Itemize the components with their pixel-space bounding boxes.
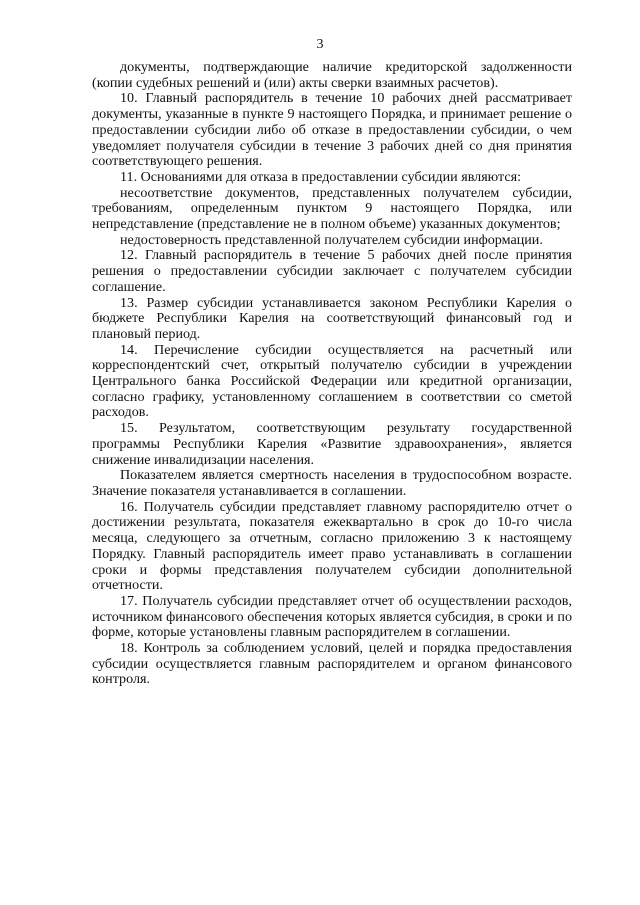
paragraph-16: 16. Получатель субсидии представляет главному распорядителю отчет о достижении результата, показателя ежеквартально в срок до 10-го числа месяца, следующего за отчетным, согласно приложению 3 к настоящему Порядку. Главный распорядитель имеет право устанавливать в соглашении сроки и формы представления получателем субсидии дополнительной отчетности. [92,498,572,594]
document-body [92,60,572,688]
paragraph-10: 10. Главный распорядитель в течение 10 рабочих дней рассматривает документы, указанные в пункте 9 настоящего Порядка, и принимает решение о предоставлении субсидии либо об отказе в предоставлении субсидии, о чем уведомляет получателя субсидии в течение 3 рабочих дней со дня принятия соответствующего решения. [92,90,572,170]
paragraph-15: 15. Результатом, соответствующим результату государственной программы Республики Карелия «Развитие здравоохранения», является снижение инвалидизации населения. [92,420,572,468]
paragraph-11: 11. Основаниями для отказа в предоставлении субсидии являются: [120,168,522,185]
page-number: 3 [316,37,324,52]
paragraph-15-indicator: Показателем является смертность населения в трудоспособном возрасте. Значение показателя устанавливается в соглашении. [92,467,572,499]
paragraph-13: 13. Размер субсидии устанавливается законом Республики Карелия о бюджете Республики Карелия на соответствующий финансовый год и плановый период. [92,294,572,342]
paragraph-continuation: документы, подтверждающие наличие кредиторской задолженности (копии судебных решений и (или) акты сверки взаимных расчетов). [92,59,572,91]
paragraph-17: 17. Получатель субсидии представляет отчет об осуществлении расходов, источником финансового обеспечения которых является субсидия, в сроки и по форме, которые установлены главным распорядителем в соглашении. [92,592,572,641]
paragraph-11-item-2: недостоверность представленной получателем субсидии информации. [120,231,543,248]
paragraph-11-item-1: несоответствие документов, представленных получателем субсидии, требованиям, определенным пунктом 9 настоящего Порядка, или непредставление (представление не в полном объеме) указанных документов; [92,184,572,233]
paragraph-12: 12. Главный распорядитель в течение 5 рабочих дней после принятия решения о предоставлении субсидии заключает с получателем субсидии соглашение. [92,247,572,295]
paragraph-14: 14. Перечисление субсидии осуществляется на расчетный или корреспондентский счет, открытый получателю субсидии в учреждении Центрального банка Российской Федерации или кредитной организации, согласно графику, установленному соглашением в соответствии со сметой расходов. [92,341,572,421]
paragraph-18: 18. Контроль за соблюдением условий, целей и порядка предоставления субсидии осуществляется главным распорядителем и органом финансового контроля. [92,640,572,688]
